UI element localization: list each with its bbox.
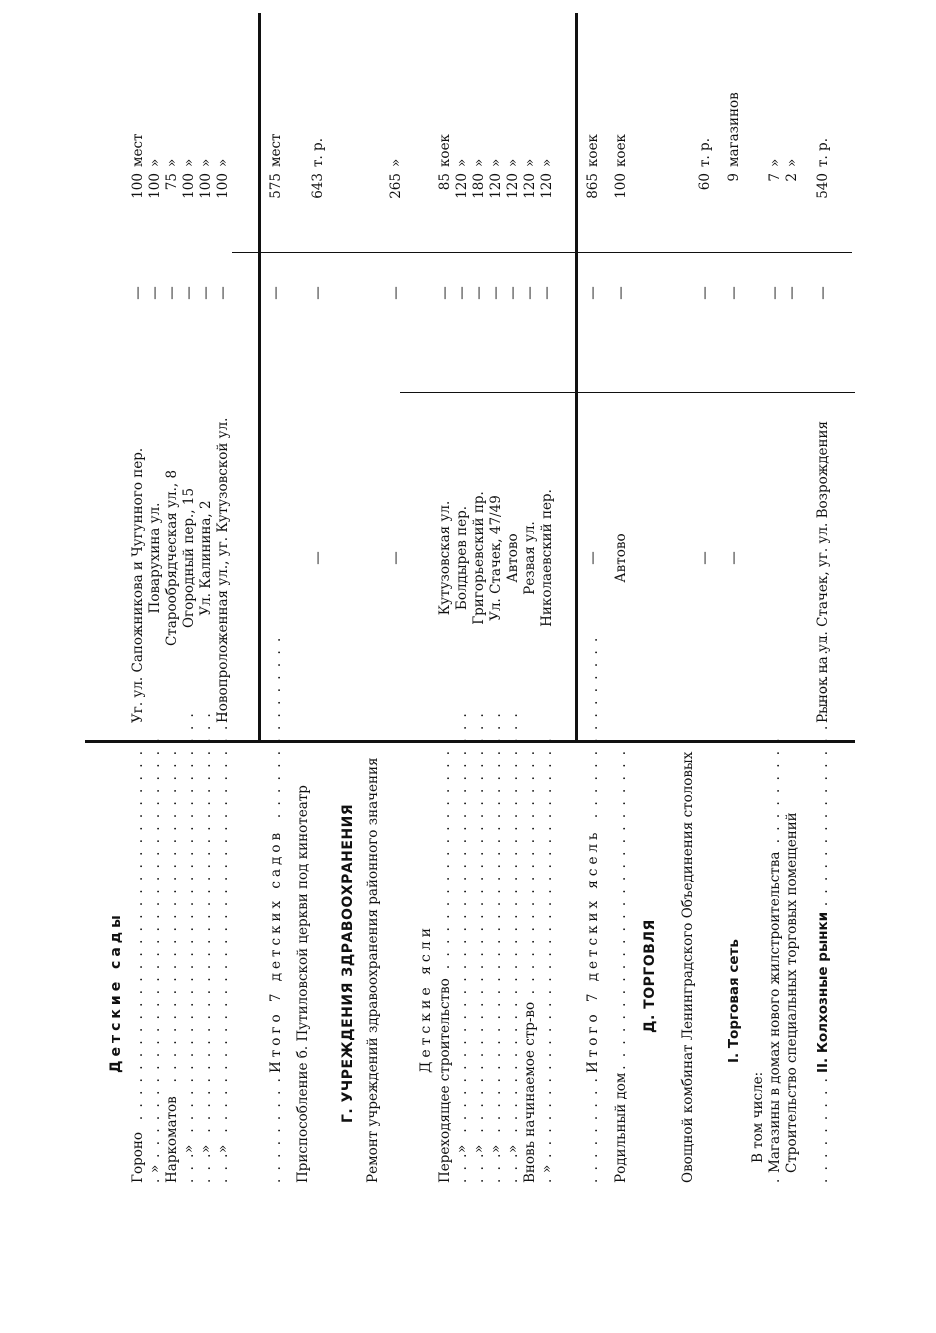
- trade-network-dash: —: [726, 286, 742, 300]
- kg-row-6-qty: 100: [215, 173, 231, 199]
- nursery-row-3-address: Григорьевский пр.: [471, 491, 487, 625]
- kg-row-4-qty: 100: [181, 173, 197, 199]
- nursery-row-5-unit: »: [505, 158, 521, 167]
- kg-total-unit: мест: [268, 133, 284, 167]
- kg-row-2-address: Поварухина ул.: [147, 502, 163, 614]
- nursery-row-4-unit: »: [488, 158, 504, 167]
- kg-total-dash: —: [268, 286, 284, 300]
- kg-row-3-dash: —: [164, 286, 180, 300]
- health-repair-unit: »: [388, 158, 404, 167]
- trade-heading: Д. ТОРГОВЛЯ: [642, 919, 658, 1033]
- shops-unit: »: [767, 158, 783, 167]
- vegetable-address: —: [697, 551, 713, 565]
- nurseries-heading: Детские ясли: [418, 924, 434, 1073]
- maternity-dash: —: [613, 286, 629, 300]
- health-repair-address: —: [388, 551, 404, 565]
- special-label: Строительство специальных торговых помещений: [784, 812, 800, 1173]
- church-qty: 643: [310, 173, 326, 199]
- kg-row-4-label: » . . .: [181, 713, 198, 1183]
- trade-network-unit: магазинов: [726, 92, 742, 167]
- vegetable-qty: 60: [697, 173, 713, 191]
- health-repair-qty: 265: [388, 173, 404, 199]
- church-unit: т. р.: [310, 138, 326, 167]
- kg-row-1-qty: 100: [130, 173, 146, 199]
- kg-row-2-dash: —: [147, 286, 163, 300]
- kg-row-3-label: Наркоматов . . .: [164, 743, 181, 1183]
- health-repair-label: Ремонт учреждений здравоохранения районного значения: [365, 757, 381, 1183]
- kg-row-5-dash: —: [198, 286, 214, 300]
- nursery-row-7-address: Николаевский пер.: [539, 489, 555, 627]
- nursery-row-5-qty: 120: [505, 173, 521, 199]
- nursery-row-4-address: Ул. Стачек, 47/49: [488, 495, 504, 621]
- trade-network-address: —: [726, 551, 742, 565]
- nursery-total-unit: коек: [585, 134, 601, 167]
- nursery-row-6-address: Резвая ул.: [522, 521, 538, 595]
- nursery-row-6-label: Вновь начинаемое стр-во . . .: [522, 743, 539, 1183]
- kg-row-4-address: Огородный пер., 15: [181, 487, 197, 629]
- nursery-row-4-qty: 120: [488, 173, 504, 199]
- nursery-row-1-address: Кутузовская ул.: [437, 500, 453, 616]
- nursery-total-qty: 865: [585, 173, 601, 199]
- kg-row-3-unit: »: [164, 158, 180, 167]
- kg-row-4-dash: —: [181, 286, 197, 300]
- church-dash: —: [310, 286, 326, 300]
- including-label: В том числе:: [750, 1071, 766, 1163]
- special-qty: 2: [784, 173, 800, 182]
- nursery-row-2-qty: 120: [454, 173, 470, 199]
- maternity-unit: коек: [613, 134, 629, 167]
- maternity-qty: 100: [613, 173, 629, 199]
- kg-row-6-dash: —: [215, 286, 231, 300]
- shops-dash: —: [767, 286, 783, 300]
- nursery-row-7-label: » . . .: [539, 733, 556, 1183]
- nursery-row-6-qty: 120: [522, 173, 538, 199]
- markets-address: Рынок на ул. Стачек, уг. ул. Возрождения: [815, 420, 831, 723]
- kg-row-5-label: » . . .: [198, 713, 215, 1183]
- nursery-row-1-dash: —: [437, 286, 453, 300]
- vegetable-dash: —: [697, 286, 713, 300]
- kg-row-6-address: Новопроложенная ул., уг. Кутузовской ул.: [215, 417, 231, 723]
- kg-row-1-address: Уг. ул. Сапожникова и Чугунного пер.: [130, 447, 146, 723]
- nursery-total-label: Итого 7 детских ясель . . .: [585, 633, 602, 1183]
- nursery-row-1-qty: 85: [437, 173, 453, 191]
- kg-row-6-unit: »: [215, 158, 231, 167]
- totals-rule-2: [575, 13, 578, 743]
- nursery-row-7-qty: 120: [539, 173, 555, 199]
- nursery-total-address: —: [585, 551, 601, 565]
- nursery-row-7-unit: »: [539, 158, 555, 167]
- vegetable-unit: т. р.: [697, 138, 713, 167]
- kg-row-1-dash: —: [130, 286, 146, 300]
- nursery-row-3-qty: 180: [471, 173, 487, 199]
- nursery-row-6-dash: —: [522, 286, 538, 300]
- nursery-row-4-dash: —: [488, 286, 504, 300]
- health-heading: Г. УЧРЕЖДЕНИЯ ЗДРАВООХРАНЕНИЯ: [340, 803, 356, 1123]
- kg-row-6-label: » . . .: [215, 713, 232, 1183]
- church-address: —: [310, 551, 326, 565]
- nursery-row-5-address: Автово: [505, 533, 521, 583]
- nursery-row-4-label: » . . .: [488, 713, 505, 1183]
- maternity-address: Автово: [613, 533, 629, 583]
- shops-label: Магазины в домах нового жилстроительства . . .: [767, 733, 784, 1183]
- kg-row-5-unit: »: [198, 158, 214, 167]
- nursery-row-6-unit: »: [522, 158, 538, 167]
- kg-row-2-qty: 100: [147, 173, 163, 199]
- special-dash: —: [784, 286, 800, 300]
- kg-total-qty: 575: [268, 173, 284, 199]
- kg-row-2-unit: »: [147, 158, 163, 167]
- nursery-total-dash: —: [585, 286, 601, 300]
- nursery-row-3-unit: »: [471, 158, 487, 167]
- markets-unit: т. р.: [815, 138, 831, 167]
- nursery-row-2-unit: »: [454, 158, 470, 167]
- vegetable-label: Овощной комбинат Ленинградского Объединения столовых: [680, 751, 696, 1183]
- nursery-row-3-label: » . . .: [471, 713, 488, 1183]
- kg-row-5-address: Ул. Калинина, 2: [198, 500, 214, 616]
- nursery-row-5-label: » . . .: [505, 713, 522, 1183]
- nursery-row-1-label: Переходящее строительство . . .: [437, 743, 454, 1183]
- nursery-row-2-label: » . . .: [454, 713, 471, 1183]
- special-unit: »: [784, 158, 800, 167]
- kg-row-1-unit: мест: [130, 133, 146, 167]
- church-label: Приспособление б. Путиловской церкви под кинотеатр: [295, 785, 311, 1183]
- markets-dash: —: [815, 286, 831, 300]
- kg-total-label: Итого 7 детских садов . . .: [268, 633, 285, 1183]
- nursery-row-2-dash: —: [454, 286, 470, 300]
- nursery-row-1-unit: коек: [437, 134, 453, 167]
- trade-network-label: I. Торговая сеть: [726, 939, 742, 1063]
- kg-row-3-qty: 75: [164, 173, 180, 191]
- nursery-row-5-dash: —: [505, 286, 521, 300]
- kg-row-1-label: Гороно . . .: [130, 743, 147, 1183]
- health-repair-dash: —: [388, 286, 404, 300]
- kindergartens-heading: Детские сады: [108, 911, 124, 1073]
- maternity-label: Родильный дом . . .: [613, 743, 630, 1183]
- kg-row-2-label: » . . .: [147, 733, 164, 1183]
- nursery-row-7-dash: —: [539, 286, 555, 300]
- totals-rule-1: [258, 13, 261, 743]
- markets-qty: 540: [815, 173, 831, 199]
- kg-row-5-qty: 100: [198, 173, 214, 199]
- column-rule-right: [232, 252, 852, 253]
- kg-row-3-address: Старообрядческая ул., 8: [164, 469, 180, 647]
- nursery-row-3-dash: —: [471, 286, 487, 300]
- kg-row-4-unit: »: [181, 158, 197, 167]
- markets-label: II. Колхозные рынки . . .: [815, 633, 832, 1183]
- shops-qty: 7: [767, 173, 783, 182]
- trade-network-qty: 9: [726, 173, 742, 182]
- nursery-row-2-address: Болдырев пер.: [454, 505, 470, 611]
